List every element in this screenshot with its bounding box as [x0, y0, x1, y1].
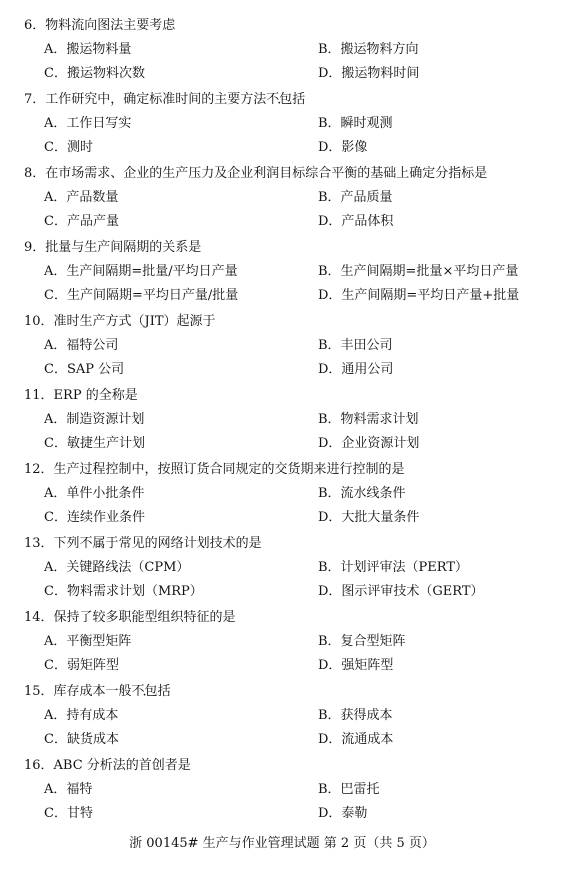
option-d: D．图示评审技术（GERT）: [318, 584, 484, 599]
option-d: D．泰勒: [318, 806, 368, 821]
option-d: D．产品体积: [318, 214, 394, 229]
option-b: B．搬运物料方向: [318, 42, 419, 57]
option-a: A．福特公司: [44, 338, 119, 353]
stem-text: 常见的网络计划技术的是: [118, 536, 262, 551]
option-b: B．瞬时观测: [318, 116, 393, 131]
option-d: D．企业资源计划: [318, 436, 420, 451]
emphasis-text: 不包 ·: [132, 680, 158, 704]
option-a: A．关键路线法（CPM）: [44, 560, 190, 575]
option-c: C．弱矩阵型: [44, 658, 119, 673]
question-stem: 10．准时生产方式（JIT）起源于: [24, 314, 216, 329]
question-stem: 6．物料流向图法主要考虑: [24, 18, 176, 33]
option-d: D．大批大量条件: [318, 510, 420, 525]
stem-text: 13．下列: [24, 536, 80, 551]
question-stem: 9．批量与生产间隔期的关系是: [24, 240, 202, 255]
question-stem: [24, 88, 305, 112]
option-d: D．强矩阵型: [318, 658, 394, 673]
question-stem: 14．保持了较多职能型组织特征的是: [24, 610, 236, 625]
option-c: C．缺货成本: [44, 732, 119, 747]
question-stem: [24, 532, 262, 556]
question-stem: 16．ABC 分析法的首创者是: [24, 758, 191, 773]
option-b: B．复合型矩阵: [318, 634, 406, 649]
option-d: D．搬运物料时间: [318, 66, 420, 81]
emphasis-text: 不包 ·: [266, 88, 292, 112]
stem-text: 括: [157, 684, 171, 699]
option-a: A．工作日写实: [44, 116, 132, 131]
stem-text: 括: [292, 92, 306, 107]
option-b: B．生产间隔期=批量×平均日产量: [318, 264, 519, 279]
option-d: D．生产间隔期=平均日产量+批量: [318, 288, 520, 303]
stem-text: 7．工作研究中，确定标准时间的主要方法: [24, 92, 267, 107]
option-a: A．搬运物料量: [44, 42, 132, 57]
option-a: A．制造资源计划: [44, 412, 145, 427]
option-a: A．持有成本: [44, 708, 119, 723]
question-stem: 8．在市场需求、企业的生产压力及企业利润目标综合平衡的基础上确定分指标是: [24, 166, 488, 181]
option-a: A．平衡型矩阵: [44, 634, 132, 649]
option-a: A．单件小批条件: [44, 486, 145, 501]
stem-text: 15．库存成本一般: [24, 684, 132, 699]
option-b: B．获得成本: [318, 708, 393, 723]
option-b: B．产品质量: [318, 190, 393, 205]
question-stem: 12．生产过程控制中，按照订货合同规定的交货期来进行控制的是: [24, 462, 405, 477]
option-b: B．巴雷托: [318, 782, 380, 797]
option-d: D．通用公司: [318, 362, 394, 377]
option-a: A．福特: [44, 782, 93, 797]
option-c: C．连续作业条件: [44, 510, 145, 525]
option-b: B．流水线条件: [318, 486, 406, 501]
option-c: C．敏捷生产计划: [44, 436, 145, 451]
option-d: D．流通成本: [318, 732, 394, 747]
option-b: B．计划评审法（PERT）: [318, 560, 469, 575]
option-c: C．搬运物料次数: [44, 66, 145, 81]
option-d: D．影像: [318, 140, 368, 155]
option-c: C．测时: [44, 140, 93, 155]
option-c: C．生产间隔期=平均日产量/批量: [44, 288, 239, 303]
option-b: B．物料需求计划: [318, 412, 419, 427]
option-c: C．产品产量: [44, 214, 119, 229]
option-c: C．甘特: [44, 806, 93, 821]
question-stem: [24, 680, 171, 704]
option-b: B．丰田公司: [318, 338, 393, 353]
question-stem: 11．ERP 的全称是: [24, 388, 138, 403]
page-footer: 浙 00145# 生产与作业管理试题 第 2 页（共 5 页）: [129, 836, 435, 851]
option-a: A．生产间隔期=批量/平均日产量: [44, 264, 238, 279]
option-c: C．SAP 公司: [44, 362, 125, 377]
option-c: C．物料需求计划（MRP）: [44, 584, 203, 599]
emphasis-text: 不属于 ·: [80, 532, 119, 556]
option-a: A．产品数量: [44, 190, 119, 205]
